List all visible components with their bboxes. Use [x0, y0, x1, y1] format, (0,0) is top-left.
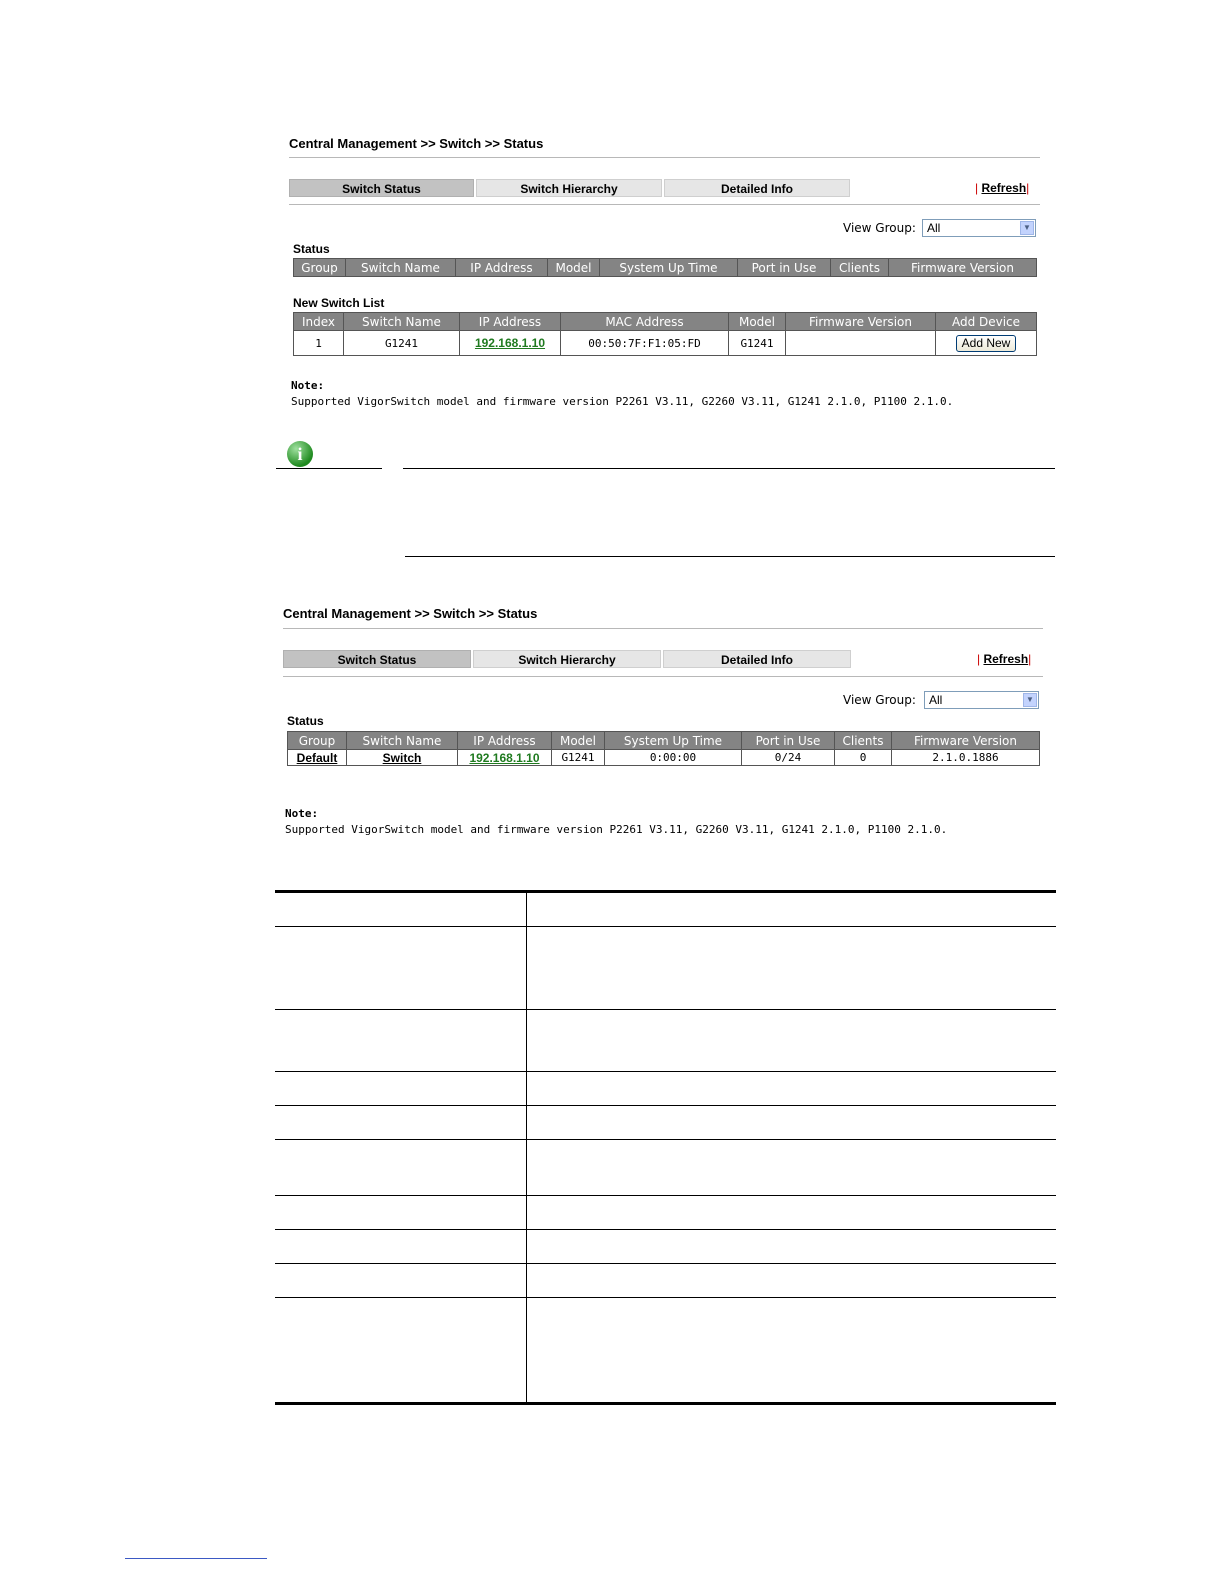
cell-ip-address — [460, 331, 561, 356]
cell-group — [288, 750, 347, 766]
note-label: Note: — [285, 807, 319, 820]
cell-port-in-use: 0/24 — [742, 750, 835, 766]
refresh-control: | Refresh| — [977, 652, 1032, 666]
page-title: Central Management >> Switch >> Status — [283, 606, 538, 621]
status-header-row — [288, 732, 1040, 750]
cell-add-device — [936, 331, 1037, 356]
col-mac-address: MAC Address — [561, 313, 729, 331]
table-bottom-rule — [275, 1402, 1056, 1405]
row-divider — [275, 926, 1056, 927]
tab-switch-hierarchy[interactable]: Switch Hierarchy — [476, 179, 662, 197]
view-group-value: All — [927, 221, 941, 235]
refresh-control: | Refresh| — [975, 181, 1030, 195]
column-divider — [526, 893, 527, 1403]
tabs-divider — [283, 676, 1043, 677]
col-port-in-use: Port in Use — [742, 732, 835, 750]
info-box-bottom-rule — [405, 556, 1055, 557]
col-firmware-version: Firmware Version — [786, 313, 936, 331]
status-table — [293, 258, 1037, 277]
status-table — [287, 731, 1040, 766]
col-firmware-version: Firmware Version — [889, 259, 1037, 277]
col-system-up-time: System Up Time — [605, 732, 742, 750]
col-switch-name: Switch Name — [347, 732, 458, 750]
col-group: Group — [294, 259, 346, 277]
view-group-select[interactable] — [924, 691, 1039, 709]
col-ip-address: IP Address — [460, 313, 561, 331]
row-divider — [275, 1071, 1056, 1072]
switch-name-link[interactable]: Switch — [382, 750, 422, 765]
col-index: Index — [294, 313, 344, 331]
info-icon-underline — [276, 468, 382, 469]
col-clients: Clients — [835, 732, 892, 750]
tab-switch-status[interactable]: Switch Status — [289, 179, 474, 197]
cell-firmware-version — [786, 331, 936, 356]
info-icon: i — [287, 441, 313, 467]
row-divider — [275, 1139, 1056, 1140]
cell-firmware-version: 2.1.0.1886 — [892, 750, 1040, 766]
status-header-row — [294, 259, 1037, 277]
col-port-in-use: Port in Use — [738, 259, 831, 277]
col-add-device: Add Device — [936, 313, 1037, 331]
cell-clients: 0 — [835, 750, 892, 766]
cell-switch-name — [347, 750, 458, 766]
col-model: Model — [729, 313, 786, 331]
note-text: Supported VigorSwitch model and firmware version P2261 V3.11, G2260 V3.11, G1241 2.1.0, P1100 2.1.0. — [285, 823, 948, 836]
refresh-link[interactable]: Refresh — [981, 181, 1027, 195]
table-row — [294, 331, 1037, 356]
row-divider — [275, 1263, 1056, 1264]
cell-model: G1241 — [552, 750, 605, 766]
new-switch-header-row — [294, 313, 1037, 331]
ip-address-link[interactable]: 192.168.1.10 — [469, 750, 540, 765]
info-box-top-rule — [403, 468, 1055, 469]
status-section-label: Status — [287, 714, 324, 728]
col-ip-address: IP Address — [458, 732, 552, 750]
cell-ip-address — [458, 750, 552, 766]
col-model: Model — [548, 259, 600, 277]
view-group-select[interactable] — [922, 219, 1036, 237]
col-system-up-time: System Up Time — [600, 259, 738, 277]
new-switch-table — [293, 312, 1037, 356]
description-table — [275, 890, 1056, 1405]
col-switch-name: Switch Name — [346, 259, 456, 277]
row-divider — [275, 1195, 1056, 1196]
cell-switch-name: G1241 — [344, 331, 460, 356]
status-section-label: Status — [293, 242, 330, 256]
tab-detailed-info[interactable]: Detailed Info — [664, 179, 850, 197]
view-group-label: View Group: — [843, 693, 916, 707]
col-switch-name: Switch Name — [344, 313, 460, 331]
add-new-button[interactable]: Add New — [956, 335, 1017, 352]
col-group: Group — [288, 732, 347, 750]
col-model: Model — [552, 732, 605, 750]
cell-mac-address: 00:50:7F:F1:05:FD — [561, 331, 729, 356]
table-row — [288, 750, 1040, 766]
col-ip-address: IP Address — [456, 259, 548, 277]
col-clients: Clients — [831, 259, 889, 277]
new-switch-list-label: New Switch List — [293, 296, 385, 310]
page-title: Central Management >> Switch >> Status — [289, 136, 544, 151]
note-label: Note: — [291, 379, 325, 392]
tab-switch-status[interactable]: Switch Status — [283, 650, 471, 668]
view-group-label: View Group: — [843, 221, 916, 235]
col-firmware-version: Firmware Version — [892, 732, 1040, 750]
row-divider — [275, 1009, 1056, 1010]
cell-system-up-time: 0:00:00 — [605, 750, 742, 766]
ip-address-link[interactable]: 192.168.1.10 — [474, 336, 546, 350]
view-group-value: All — [929, 693, 943, 707]
tab-detailed-info[interactable]: Detailed Info — [663, 650, 851, 668]
tabs-divider — [289, 204, 1040, 205]
tab-switch-hierarchy[interactable]: Switch Hierarchy — [473, 650, 661, 668]
chevron-down-icon: ▼ — [1023, 693, 1037, 707]
table-top-rule — [275, 890, 1056, 893]
row-divider — [275, 1229, 1056, 1230]
chevron-down-icon: ▼ — [1020, 221, 1034, 235]
row-divider — [275, 1297, 1056, 1298]
group-link[interactable]: Default — [296, 750, 338, 765]
cell-model: G1241 — [729, 331, 786, 356]
refresh-link[interactable]: Refresh — [983, 652, 1029, 666]
title-divider — [283, 628, 1043, 629]
row-divider — [275, 1105, 1056, 1106]
title-divider — [289, 157, 1040, 158]
note-text: Supported VigorSwitch model and firmware version P2261 V3.11, G2260 V3.11, G1241 2.1.0, P1100 2.1.0. — [291, 395, 954, 408]
cell-index: 1 — [294, 331, 344, 356]
footer-link-underline — [125, 1558, 267, 1559]
